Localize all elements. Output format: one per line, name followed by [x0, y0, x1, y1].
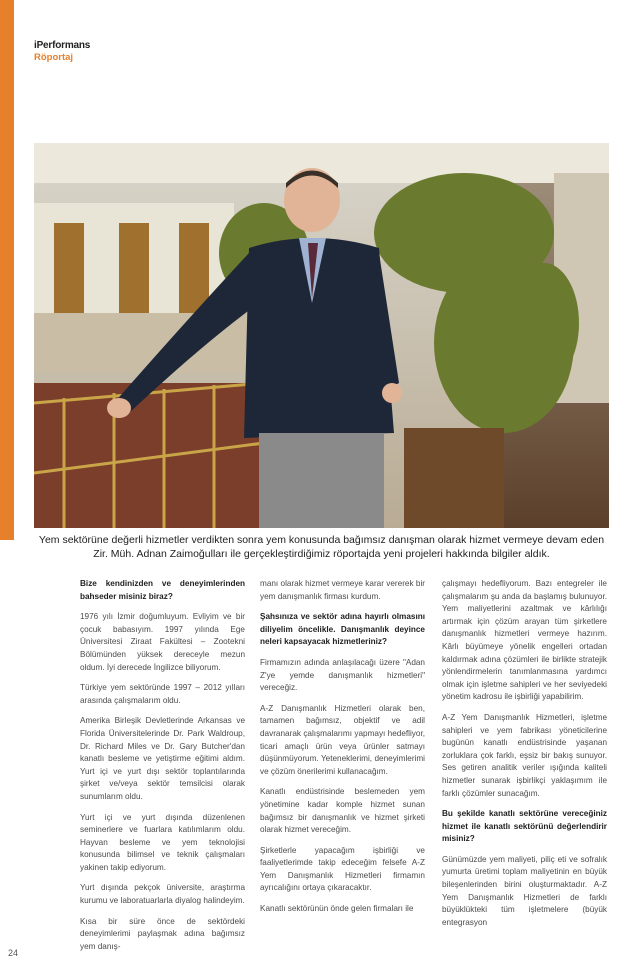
interview-paragraph: manı olarak hizmet vermeye karar vererek bir yem danışmanlık firması kurdum. — [260, 579, 425, 601]
interview-paragraph: Türkiye yem sektöründe 1997 – 2012 yılları arasında çalışmalarım oldu. — [80, 683, 245, 705]
interview-question: Bize kendinizden ve deneyimlerinden bahseder misiniz biraz? — [80, 579, 245, 601]
interview-paragraph: Amerika Birleşik Devletlerinde Arkansas ve Florida Üniversitelerinde Dr. Park Waldroup, Dr. Richard Miles ve Dr. Gary Butcher'dan kanatlı besleme ve yetiştirme eğitimi aldım. Yurt içi ve yurt dışı sektör toplantılarında şirket ve/veya sektör temsilcisi olarak sunumlarım oldu. — [80, 716, 245, 801]
interview-paragraph: Kanatlı sektörünün önde gelen firmaları ile — [260, 904, 414, 914]
interview-paragraph: Günümüzde yem maliyeti, piliç eti ve sofralık yumurta üretimi toplam maliyetinin en büyük bileşenlerinden birini oluşturmaktadır. A-Z Yem Danışmanlık Hizmetleri de farklı büyüklükteki tüm işletmelere (büyük entegrasyon — [442, 854, 607, 927]
interview-paragraph: çalışmayı hedefliyorum. Bazı entegreler ile çalışmalarım şu anda da başlamış bulunuyor. Yem maliyetlerini azaltmak ve kârlılığı artırmak için çözüm arayan tüm şirketlere danışmanlık hizmetleri vermeye hazırım. Kârlı büyümeye yönelik engelleri ortadan kaldırmak adına çözümleri ile birlikte stratejik yönlendirmelerin tanımlanmasına yardımcı olmak için işletme sahipleri ve her seviyedeki yönetim kadrosu ile işbirliği yapabilirim. — [442, 579, 607, 702]
interview-paragraph: Yurt içi ve yurt dışında düzenlenen seminerlere ve fuarlara katılımlarım oldu. Hayvan besleme ve yem teknolojisi konusunda bilimsel ve teknik çalışmaları yakinen takip ediyorum. — [80, 812, 245, 872]
interview-paragraph: Şirketlerle yapacağım işbirliği ve faaliyetlerimde takip edeceğim felsefe A-Z Yem Danışmanlık Hizmetleri firmamın ayrıcalığını ortaya çıkaracaktır. — [260, 845, 425, 893]
caption-line-1: Yem sektörüne değerli hizmetler verdikten sonra yem konusunda bağımsız danışman olarak hizmet vermeye devam eden — [38, 534, 605, 546]
magazine-brand: iPerformans — [34, 40, 91, 51]
interview-question: Bu şekilde kanatlı sektörüne vereceğiniz hizmet ile kanatlı sektörünü değerlendirir misiniz? — [442, 809, 607, 844]
page-number: 24 — [8, 948, 19, 958]
interview-paragraph: A-Z Danışmanlık Hizmetleri olarak ben, tamamen bağımsız, objektif ve adil davranarak çalışmalarımı yapmayı hedefliyor, ticari amaçlı ürün veya ürünler satmayı düşünmüyorum. Yeteneklerimi, deneyimlerimi ve çözüm önerilerimi kullanacağım. — [260, 703, 425, 776]
interview-photo — [34, 143, 609, 528]
accent-bar — [0, 0, 14, 540]
interview-question: Şahsınıza ve sektör adına hayırlı olmasını diliyelim öncelikle. Danışmanlık deyince neleri kapsayacak hizmetleriniz? — [260, 612, 425, 647]
article-column-3 — [442, 578, 607, 937]
article-column-2 — [260, 578, 425, 924]
section-label: Röportaj — [34, 52, 74, 63]
interview-paragraph: Kısa bir süre önce de sektördeki deneyimlerimi paylaşmak adına bağımsız yem danış- — [80, 916, 245, 951]
page-header — [34, 40, 90, 64]
interview-paragraph: Yurt dışında pekçok üniversite, araştırma kurumu ve laboratuarlarla diyalog halindeyim. — [80, 883, 245, 906]
caption-line-2: Zir. Müh. Adnan Zaimoğulları ile gerçekleştirdiğimiz röportajda yeni projeleri hakkında bilgiler aldık. — [93, 548, 550, 560]
article-column-1 — [80, 578, 245, 961]
photo-caption — [34, 533, 609, 561]
interview-paragraph: Firmamızın adında anlaşılacağı üzere "Adan Z'ye yemde danışmanlık hizmetleri" vereceğiz. — [260, 657, 425, 693]
interview-paragraph: A-Z Yem Danışmanlık Hizmetleri, işletme sahipleri ve yem fabrikası yöneticilerine bugünün kanatlı endüstrisinde yaşanan zorluklara çok farklı, eşsiz bir bakış sunuyor. Ses getiren analitik veriler ışığında kaliteli hizmetler sunarak işbirlikçi yaklaşımım ile farklı çözümler sunacağım. — [442, 712, 607, 798]
interview-paragraph: Kanatlı endüstrisinde beslemeden yem yönetimine kadar komple hizmet sunan bağımsız bir danışmanlık ve hizmet şirketi olarak hizmet vereceğim. — [260, 787, 425, 835]
interview-paragraph: 1976 yılı İzmir doğumluyum. Evliyim ve bir çocuk babasıyım. 1997 yılında Ege Üniversitesi Ziraat Fakültesi – Zootekni Bölümünden yüksek dereceyle mezun oldum. İyi derecede İngilizce biliyorum. — [80, 612, 245, 672]
